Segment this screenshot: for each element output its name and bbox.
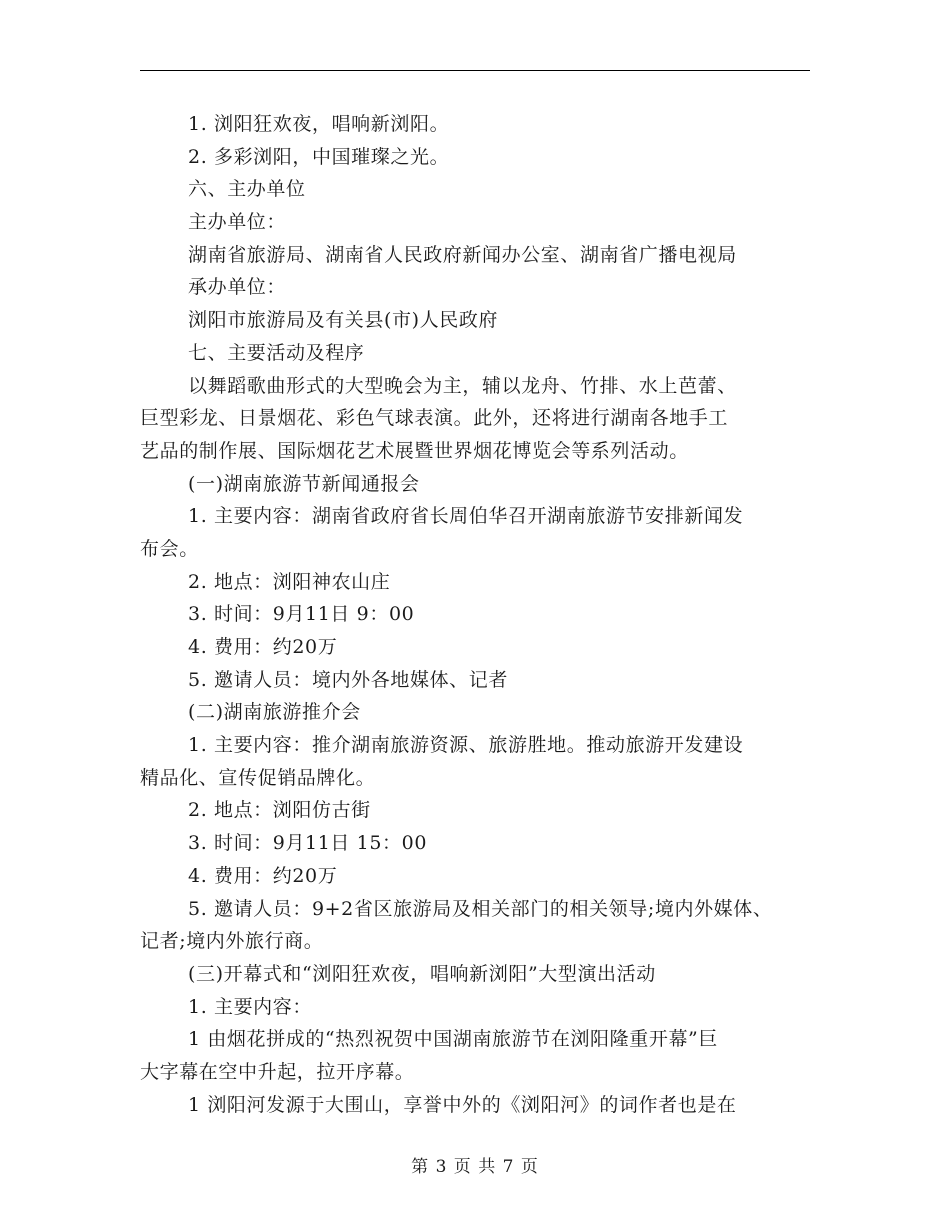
text-line: 5. 邀请人员：9+2省区旅游局及相关部门的相关领导;境内外媒体、 — [188, 897, 773, 920]
text-line: 2. 地点：浏阳仿古街 — [188, 799, 371, 822]
text-line: 以舞蹈歌曲形式的大型晚会为主，辅以龙舟、竹排、水上芭蕾、 — [188, 374, 737, 397]
text-line: 湖南省旅游局、湖南省人民政府新闻办公室、湖南省广播电视局 — [188, 243, 737, 266]
text-line: 3. 时间：9月11日 9：00 — [188, 603, 415, 626]
header-rule — [140, 70, 810, 71]
text-line: 2. 多彩浏阳，中国璀璨之光。 — [188, 145, 450, 168]
text-line: 1. 主要内容：推介湖南旅游资源、旅游胜地。推动旅游开发建设 — [188, 734, 744, 757]
text-line: 1. 主要内容：湖南省政府省长周伯华召开湖南旅游节安排新闻发 — [188, 505, 744, 528]
text-line: (二)湖南旅游推介会 — [188, 701, 361, 724]
text-line: (一)湖南旅游节新闻通报会 — [188, 472, 420, 495]
page-footer: 第 3 页 共 7 页 — [411, 1157, 539, 1177]
text-line: 3. 时间：9月11日 15：00 — [188, 832, 428, 855]
text-line: 2. 地点：浏阳神农山庄 — [188, 570, 391, 593]
text-line: 主办单位： — [188, 211, 287, 234]
text-line: 1. 主要内容： — [188, 995, 312, 1018]
text-line: 精品化、宣传促销品牌化。 — [140, 766, 376, 789]
text-line: 1 由烟花拼成的“热烈祝贺中国湖南旅游节在浏阳隆重开幕”巨 — [188, 1028, 718, 1051]
text-line: 记者;境内外旅行商。 — [140, 930, 324, 953]
text-line: 浏阳市旅游局及有关县(市)人民政府 — [188, 309, 499, 332]
text-line: 艺品的制作展、国际烟花艺术展暨世界烟花博览会等系列活动。 — [140, 439, 689, 462]
text-line: 5. 邀请人员：境内外各地媒体、记者 — [188, 668, 508, 691]
text-line: 1. 浏阳狂欢夜，唱响新浏阳。 — [188, 113, 450, 135]
text-line: 4. 费用：约20万 — [188, 864, 338, 887]
text-line: 巨型彩龙、日景烟花、彩色气球表演。此外，还将进行湖南各地手工 — [140, 407, 729, 430]
text-line: 1 浏阳河发源于大围山，享誉中外的《浏阳河》的词作者也是在 — [188, 1093, 737, 1116]
document-body — [140, 108, 810, 1121]
text-line: 承办单位： — [188, 276, 287, 299]
text-line: 大字幕在空中升起，拉开序幕。 — [140, 1060, 415, 1083]
text-line: 六、主办单位 — [188, 178, 306, 201]
text-line: 4. 费用：约20万 — [188, 636, 338, 658]
text-line: (三)开幕式和“浏阳狂欢夜，唱响新浏阳”大型演出活动 — [188, 962, 656, 985]
text-line: 布会。 — [140, 537, 199, 560]
text-line: 七、主要活动及程序 — [188, 341, 365, 364]
